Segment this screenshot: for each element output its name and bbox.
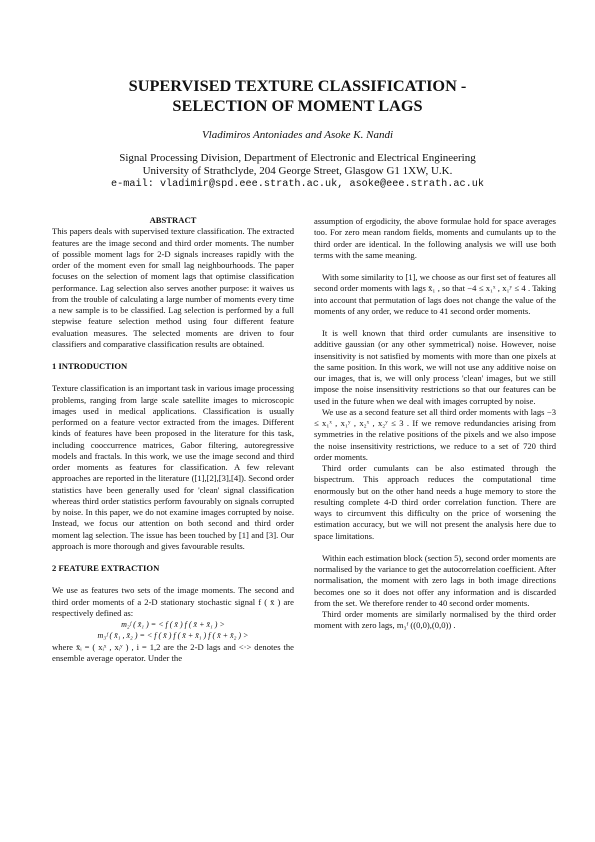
right-paragraph-4: We use as a second feature set all third order moments with lags −3 ≤ x₁ˣ , x₁ʸ , x₂ˣ , x₂ʸ ≤ 3 . If we remove redundancies arising from symmetries in the relative positions of the pixels and we also impose the noise insensitivity restrictions, we reduce to a set of 720 third order moments. [314, 406, 556, 462]
right-paragraph-6: Within each estimation block (section 5), second order moments are normalised by the variance to get the autocorrelation coefficient. After normalisation, the moment with zero lags in both image directions becomes one so it does not offer any information and is discarded from the set. We therefore render to 40 second order moments. [314, 552, 556, 608]
authors: Vladimiros Antoniades and Asoke K. Nandi [201, 129, 394, 141]
section-2-text: We use as features two sets of the image moments. The second and third order moments of a 2-D stationary stochastic signal f ( x̄ ) are respectively defined as: [52, 585, 294, 618]
section-1-heading: 1 INTRODUCTION [52, 361, 128, 371]
right-paragraph-5: Third order cumulants can be also estimated through the bispectrum. This approach reduces the computational time enormously but on the other hand needs a huge memory to store the resulting complete 4-D third order correlation function. There are ways to circumvent this difficulty on the price of worsening the estimation accuracy, but we will not present the analysis here due to space limitations. [314, 463, 556, 541]
paper-title [60, 76, 535, 115]
left-column [52, 215, 294, 664]
affiliation-line-2: University of Strathclyde, 204 George Street, Glasgow G1 1XW, U.K. [142, 165, 453, 177]
affiliation [60, 152, 535, 178]
equation-1: m₂ᶠ ( x̄₁ ) = < f ( x̄ ) f ( x̄ + x̄₁ ) > [121, 620, 225, 629]
title-line-1: SUPERVISED TEXTURE CLASSIFICATION - [128, 76, 467, 95]
section-2-after: where x̄ᵢ = ( xᵢˣ , xᵢʸ ) , i = 1,2 are the 2-D lags and <·> denotes the ensemble average operator. Under the [52, 641, 294, 663]
right-paragraph-1: assumption of ergodicity, the above formulae hold for space averages too. For zero mean random fields, moments and cumulants up to the third order are identical. In the following analysis we will use both terms with the same meaning. [314, 216, 556, 260]
right-paragraph-2: With some similarity to [1], we choose as our first set of features all second order moments with lags x̄₁ , so that −4 ≤ x₁ˣ , x₁ʸ ≤ 4 . Taking into account that permutation of lags does not change the value of the moments of any order, we reduce to 41 second order moments. [314, 272, 556, 316]
section-2-heading: 2 FEATURE EXTRACTION [52, 563, 160, 573]
title-line-2: SELECTION OF MOMENT LAGS [172, 95, 423, 115]
right-paragraph-3: It is well known that third order cumulants are insensitive to additive gaussian (or any other symmetrical) noise. However, noise insensitivity is not satisfied by moments with more than one pixels at the same position. In this work, we will not use any additive noise on our images, that is, we will only process 'clean' images, but we still impose the noise insensitivity restrictions so that our features can be used in the future when we deal with images corrupted by noise. [314, 328, 556, 406]
section-1-text: Texture classification is an important task in various image processing problems, ranging from large scale satellite images to microscopic images used in medical applications. Classification is usually performed on a feature vector extracted from the images. Different kinds of features have been proposed in the literature for this task, including cooccurrence matrices, Gabor filtering, autoregressive models and fractals. In this work, we use the image second and third order moments as features for classification. A few relevant approaches are reported in the literature ([1],[2],[3],[4]). Second order statistics have been generally used for 'clean' signal classification whereas third order statistics perform favourably on signals corrupted by noise. In this paper, we do not examine images corrupted by noise. Instead, we focus our attention on both second and third order moment lag selection. The issue has been touched by [1] and [3]. Our approach is more thorough and gives favourable results. [52, 383, 294, 551]
equation-2: m₃ᶠ ( x̄₁ , x̄₂ ) = < f ( x̄ ) f ( x̄ + x̄₁ ) f ( x̄ + x̄₂ ) > [97, 631, 249, 641]
abstract-heading: ABSTRACT [149, 215, 197, 225]
right-column [314, 216, 556, 632]
affiliation-line-1: Signal Processing Division, Department of Electronic and Electrical Engineering [119, 152, 476, 164]
right-paragraph-7: Third order moments are similarly normalised by the third order moment with zero lags, m₃ᶠ ((0,0),(0,0)) . [314, 609, 556, 631]
abstract-text: This papers deals with supervised texture classification. The extracted features are the image second and third order moments. The number of possible moment lags for 2-D signals increases rapidly with the order of the moment even for small lag neighbourhoods. The paper focuses on the selection of moment lags that optimise classification performance. Lag selection also serves another purpose: it waives us from the trouble of calculating a large number of moments every time a new sample is to be classified. Lag selection is performed by a full stepwise feature selection method using four different feature evaluation measures. The selected moments are driven to four classifiers and comparative classification results are obtained. [52, 226, 294, 349]
email: e-mail: vladimir@spd.eee.strath.ac.uk, asoke@eee.strath.ac.uk [111, 179, 484, 190]
